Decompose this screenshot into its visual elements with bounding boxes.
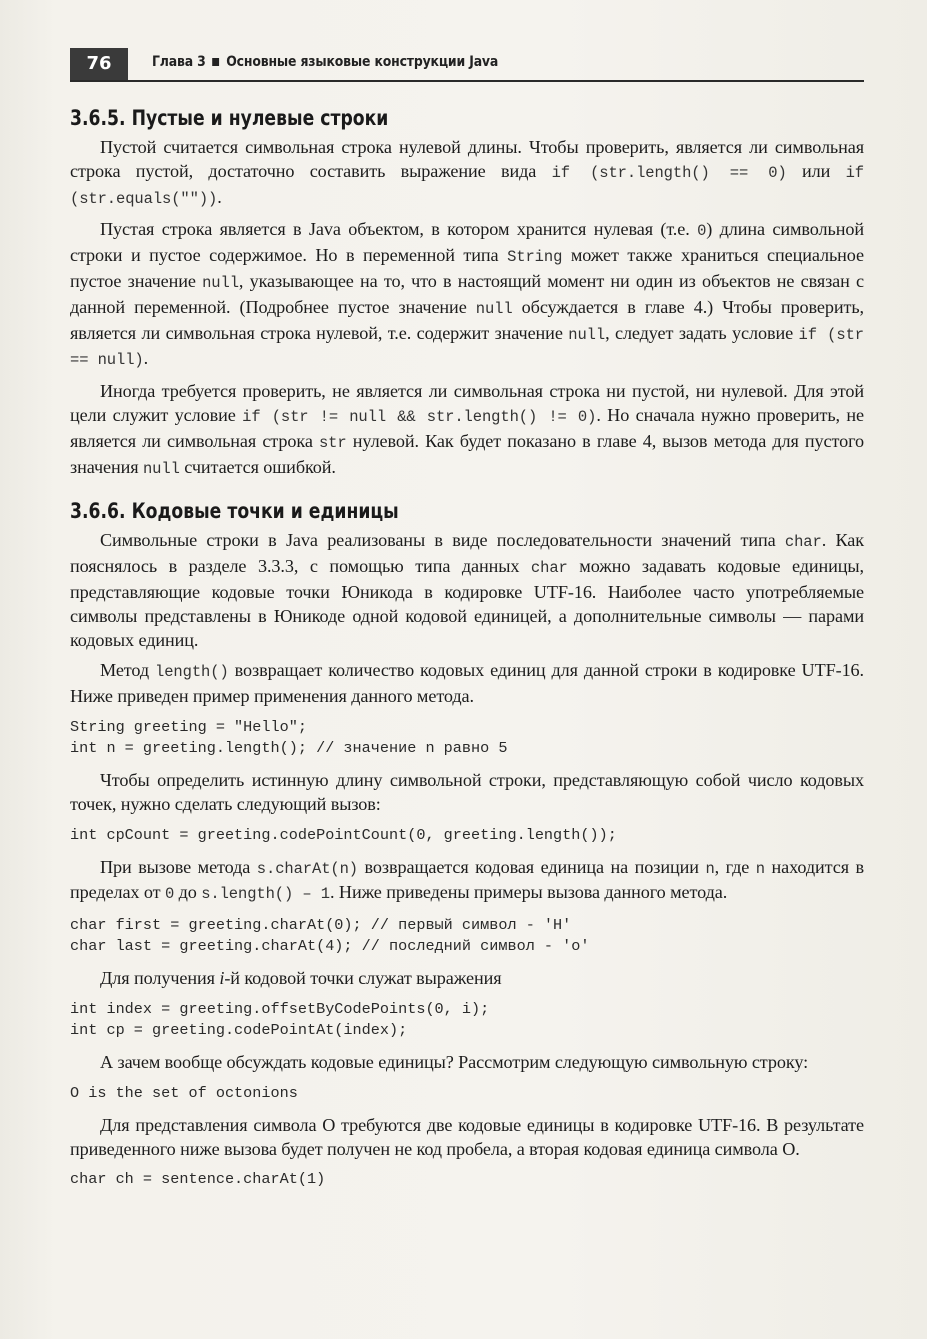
paragraph: Для представления символа O требуются две кодовые единицы в кодировке UTF-16. В результате приведенного ниже вызова будет получен не код пробела, а вторая кодовая единица символа O. — [70, 1114, 864, 1159]
paragraph: При вызове метода s.charAt(n) возвращается кодовая единица на позиции n, где n находится в пределах от 0 до s.length() – 1. Ниже приведены примеры вызова данного метода. — [70, 856, 865, 904]
paragraph: Пустая строка является в Java объектом, в котором хранится нулевая (т.е. 0) длина символьной строки и пустое содержимое. Но в переменной типа String может также храниться специальное пустое значение null, указывающее на то, что в настоящий момент ни один из объектов не связан с данной переменной. (Подробнее пустое значение null обсуждается в главе 4.) Чтобы проверить, является ли символьная строка нулевой, т.е. содержит значение null, следует задать условие if (str == null). — [70, 219, 864, 370]
paragraph: Метод length() возвращает количество кодовых единиц для данной строки в кодировке UTF-16. Ниже приведен пример применения данного метода. — [70, 660, 864, 707]
chapter-title: Основные языковые конструкции Java — [226, 54, 499, 70]
chapter-label: Глава 3 — [152, 54, 206, 70]
page-content — [70, 100, 864, 1200]
code-block: char first = greeting.charAt(0); // первый символ - 'H' char last = greeting.charAt(4); // последний символ - 'o' — [70, 916, 590, 956]
paragraph: Чтобы определить истинную длину символьной строки, представляющую собой число кодовых точек, нужно сделать следующий вызов: — [70, 769, 864, 814]
paragraph: Пустой считается символьная строка нулевой длины. Чтобы проверить, является ли символьная строка пустой, достаточно составить выражение вида if (str.length() == 0) или if (str.equals("")). — [70, 137, 865, 208]
paragraph: А зачем вообще обсуждать кодовые единицы? Рассмотрим следующую символьную строку: — [100, 1051, 809, 1072]
code-block: int cpCount = greeting.codePointCount(0, greeting.length()); — [70, 825, 617, 844]
page-number: 76 — [70, 48, 128, 80]
paragraph: Для получения i-й кодовой точки служат выражения — [100, 968, 502, 989]
code-block: O is the set of octonions — [70, 1083, 298, 1102]
section-heading: 3.6.6. Кодовые точки и единицы — [70, 499, 399, 524]
code-block: String greeting = "Hello"; int n = greeting.length(); // значение n равно 5 — [70, 717, 508, 757]
running-head — [152, 54, 498, 70]
square-bullet-icon — [212, 58, 219, 66]
section-heading: 3.6.5. Пустые и нулевые строки — [70, 106, 389, 130]
page-header — [70, 48, 864, 82]
code-block: char ch = sentence.charAt(1) — [70, 1170, 326, 1189]
code-block: int index = greeting.offsetByCodePoints(0, i); int cp = greeting.codePointAt(index); — [70, 999, 490, 1039]
paragraph: Символьные строки в Java реализованы в виде последовательности значений типа char. Как пояснялось в разделе 3.3.3, с помощью типа данных char можно задавать кодовые единицы, представляющие кодовые точки Юникода в кодировке UTF-16. Наиболее часто употребляемые символы представлены в Юникоде одной кодовой единицей, а дополнительные символы — парами кодовых единиц. — [70, 530, 864, 650]
paragraph: Иногда требуется проверить, не является ли символьная строка ни пустой, ни нулевой. Для этой цели служит условие if (str != null && str.length() != 0). Но сначала нужно проверить, не является ли символьная строка str нулевой. Как будет показано в главе 4, вызов метода для пустого значения null считается ошибкой. — [70, 381, 864, 478]
